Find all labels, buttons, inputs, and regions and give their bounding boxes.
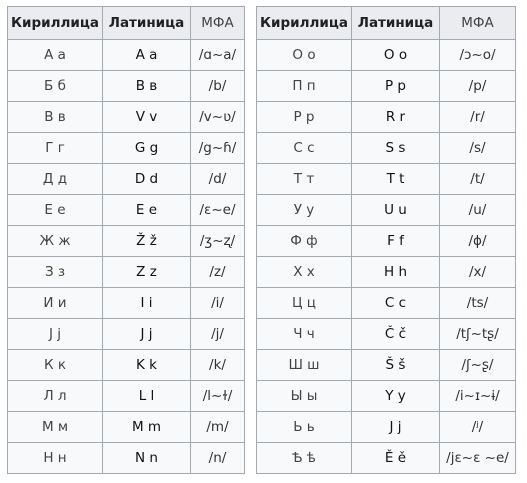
table-row — [8, 350, 245, 381]
latin-cell: M m — [103, 412, 191, 443]
latin-cell: L l — [103, 381, 191, 412]
latin-cell: Z z — [103, 257, 191, 288]
cyrillic-cell: Ж ж — [8, 226, 103, 257]
latin-cell: O o — [352, 40, 440, 71]
table-row — [257, 319, 516, 350]
ipa-cell: /m/ — [191, 412, 245, 443]
ipa-cell: /ɛ~e/ — [191, 195, 245, 226]
latin-cell: C c — [352, 288, 440, 319]
cyrillic-cell: С с — [257, 133, 352, 164]
latin-cell: H h — [352, 257, 440, 288]
latin-cell: Y y — [352, 381, 440, 412]
table-row — [8, 412, 245, 443]
ipa-cell: /k/ — [191, 350, 245, 381]
ipa-cell: /u/ — [440, 195, 516, 226]
ipa-cell: /ʲ/ — [440, 412, 516, 443]
ipa-cell: /ts/ — [440, 288, 516, 319]
ipa-cell: /jɛ~ɛ ~e/ — [440, 443, 516, 474]
cyrillic-cell: М м — [8, 412, 103, 443]
cyrillic-cell: П п — [257, 71, 352, 102]
ipa-cell: /r/ — [440, 102, 516, 133]
table-row — [8, 443, 245, 474]
ipa-cell: /j/ — [191, 319, 245, 350]
table-row — [257, 443, 516, 474]
latin-cell: E e — [103, 195, 191, 226]
header-cyrillic: Кириллица — [8, 7, 103, 40]
table-row — [257, 412, 516, 443]
ipa-cell: /d/ — [191, 164, 245, 195]
alphabet-table-right — [256, 6, 516, 474]
cyrillic-cell: Ш ш — [257, 350, 352, 381]
latin-cell: D d — [103, 164, 191, 195]
ipa-cell: /ɔ~o/ — [440, 40, 516, 71]
latin-cell: I i — [103, 288, 191, 319]
cyrillic-cell: З з — [8, 257, 103, 288]
header-row — [257, 7, 516, 40]
cyrillic-cell: J j — [8, 319, 103, 350]
cyrillic-cell: Е е — [8, 195, 103, 226]
latin-cell: T t — [352, 164, 440, 195]
table-row — [8, 288, 245, 319]
table-row — [8, 226, 245, 257]
ipa-cell: /t/ — [440, 164, 516, 195]
ipa-cell: /v~ʋ/ — [191, 102, 245, 133]
cyrillic-cell: Ф ф — [257, 226, 352, 257]
table-row — [257, 381, 516, 412]
latin-cell: A a — [103, 40, 191, 71]
cyrillic-cell: В в — [8, 102, 103, 133]
cyrillic-cell: Ѣ ѣ — [257, 443, 352, 474]
table-row — [8, 195, 245, 226]
table-row — [8, 381, 245, 412]
latin-cell: K k — [103, 350, 191, 381]
alphabet-table-left — [7, 6, 245, 474]
cyrillic-cell: И и — [8, 288, 103, 319]
latin-cell: J j — [352, 412, 440, 443]
latin-cell: N n — [103, 443, 191, 474]
header-row — [8, 7, 245, 40]
ipa-cell: /i/ — [191, 288, 245, 319]
latin-cell: Ě ě — [352, 443, 440, 474]
latin-cell: G g — [103, 133, 191, 164]
ipa-cell: /l~ɫ/ — [191, 381, 245, 412]
latin-cell: Š š — [352, 350, 440, 381]
ipa-cell: /i~ɪ~ɨ/ — [440, 381, 516, 412]
cyrillic-cell: Г г — [8, 133, 103, 164]
cyrillic-cell: Ы ы — [257, 381, 352, 412]
ipa-cell: /ɑ~a/ — [191, 40, 245, 71]
table-row — [8, 164, 245, 195]
latin-cell: S s — [352, 133, 440, 164]
table-row — [257, 195, 516, 226]
cyrillic-cell: Н н — [8, 443, 103, 474]
ipa-cell: /x/ — [440, 257, 516, 288]
table-row — [257, 40, 516, 71]
cyrillic-cell: Р р — [257, 102, 352, 133]
ipa-cell: /tʃ~tʂ/ — [440, 319, 516, 350]
cyrillic-cell: А а — [8, 40, 103, 71]
table-row — [257, 226, 516, 257]
latin-cell: R r — [352, 102, 440, 133]
cyrillic-cell: Х х — [257, 257, 352, 288]
cyrillic-cell: Ч ч — [257, 319, 352, 350]
header-latin: Латиница — [352, 7, 440, 40]
header-cyrillic: Кириллица — [257, 7, 352, 40]
table-row — [8, 102, 245, 133]
cyrillic-cell: К к — [8, 350, 103, 381]
ipa-cell: /z/ — [191, 257, 245, 288]
table-row — [257, 350, 516, 381]
cyrillic-cell: Б б — [8, 71, 103, 102]
ipa-cell: /ʃ~ʂ/ — [440, 350, 516, 381]
table-row — [8, 257, 245, 288]
table-row — [257, 133, 516, 164]
table-row — [257, 288, 516, 319]
latin-cell: Ž ž — [103, 226, 191, 257]
table-row — [8, 133, 245, 164]
header-ipa: МФА — [440, 7, 516, 40]
table-row — [257, 71, 516, 102]
latin-cell: F f — [352, 226, 440, 257]
ipa-cell: /g~ɦ/ — [191, 133, 245, 164]
table-row — [257, 102, 516, 133]
cyrillic-cell: Д д — [8, 164, 103, 195]
ipa-cell: /s/ — [440, 133, 516, 164]
cyrillic-cell: О о — [257, 40, 352, 71]
latin-cell: B в — [103, 71, 191, 102]
latin-cell: Č č — [352, 319, 440, 350]
latin-cell: U u — [352, 195, 440, 226]
cyrillic-cell: Ц ц — [257, 288, 352, 319]
header-latin: Латиница — [103, 7, 191, 40]
cyrillic-cell: У у — [257, 195, 352, 226]
latin-cell: V v — [103, 102, 191, 133]
cyrillic-cell: Т т — [257, 164, 352, 195]
table-row — [8, 71, 245, 102]
ipa-cell: /ʒ~ʐ/ — [191, 226, 245, 257]
ipa-cell: /n/ — [191, 443, 245, 474]
table-row — [8, 319, 245, 350]
ipa-cell: /ɸ/ — [440, 226, 516, 257]
latin-cell: J j — [103, 319, 191, 350]
latin-cell: P p — [352, 71, 440, 102]
table-row — [257, 164, 516, 195]
header-ipa: МФА — [191, 7, 245, 40]
cyrillic-cell: Ь ь — [257, 412, 352, 443]
cyrillic-cell: Л л — [8, 381, 103, 412]
table-row — [257, 257, 516, 288]
ipa-cell: /p/ — [440, 71, 516, 102]
ipa-cell: /b/ — [191, 71, 245, 102]
table-row — [8, 40, 245, 71]
